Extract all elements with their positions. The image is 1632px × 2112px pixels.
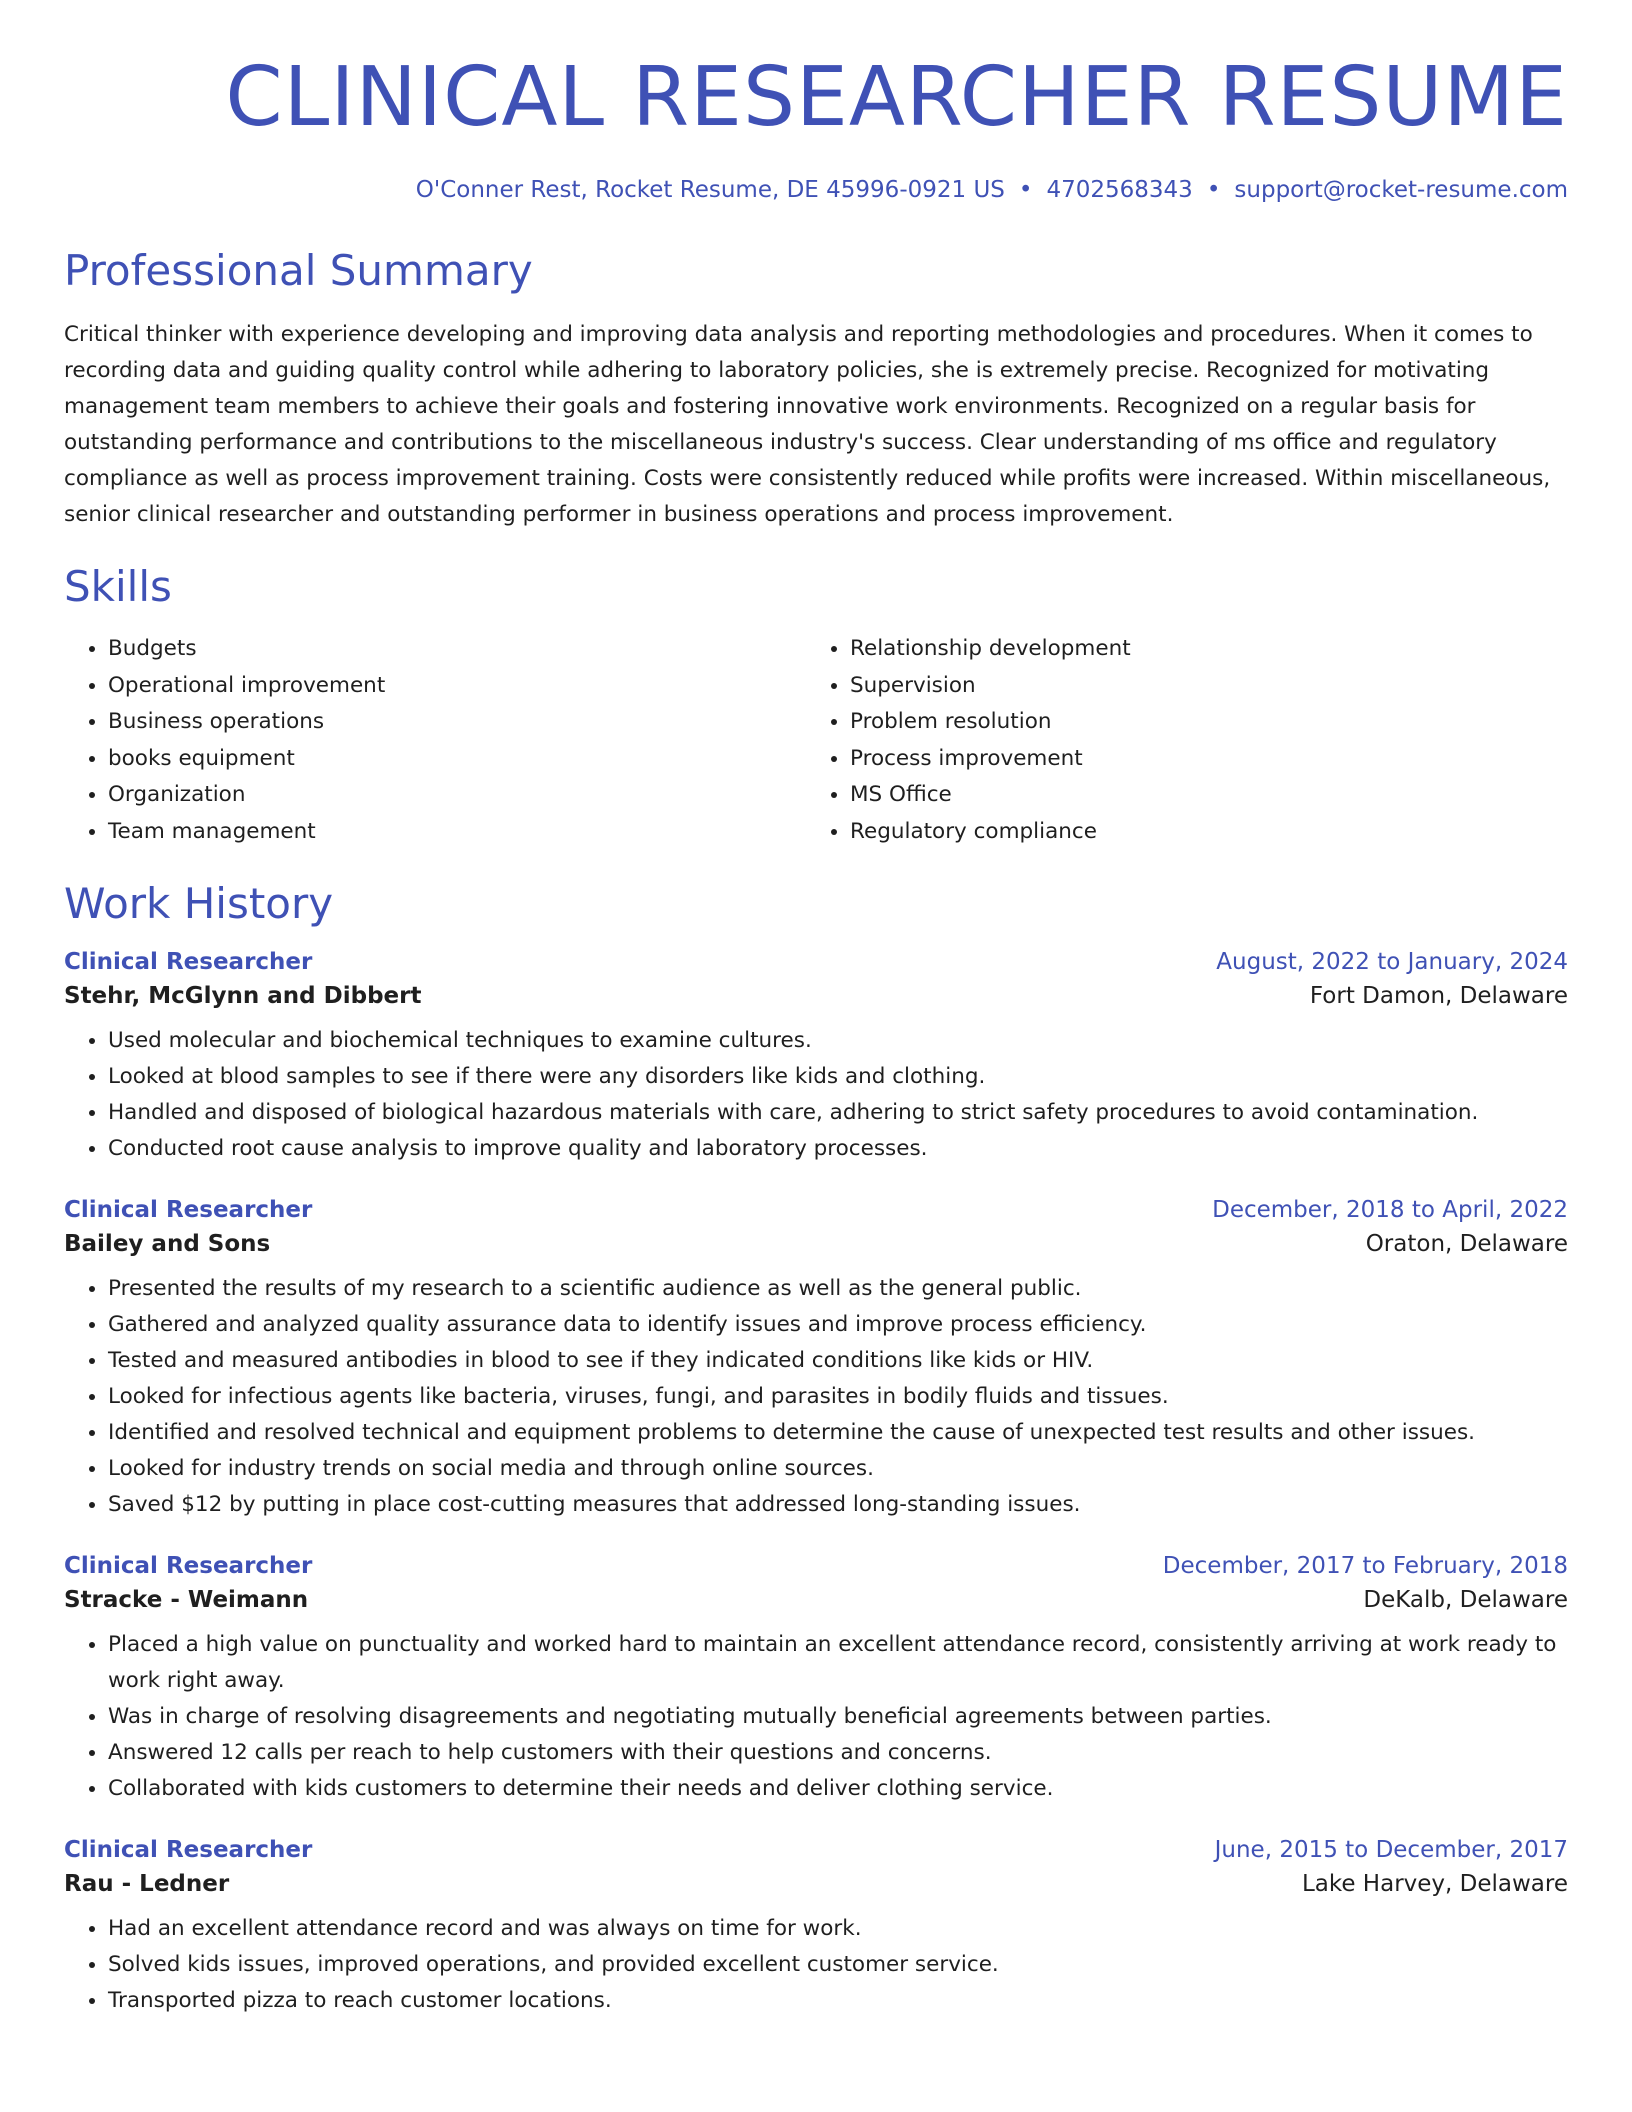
job-entry [64, 1197, 1568, 1523]
contact-email: support@rocket-resume.com [1234, 176, 1568, 203]
job-dates: December, 2017 to February, 2018 [1162, 1552, 1568, 1579]
job-role: Clinical Researcher [64, 1196, 313, 1223]
skill-item: • Budgets [108, 631, 806, 668]
job-bullet: • Gathered and analyzed quality assurance data to identify issues and improve process efficiency. [108, 1307, 1568, 1343]
skill-item: • MS Office [850, 777, 1548, 814]
skill-item: • Supervision [850, 668, 1548, 705]
job-company: Rau - Ledner [64, 1870, 230, 1897]
job-bullets [64, 1271, 1568, 1523]
summary-text: Critical thinker with experience developing and improving data analysis and reporting methodologies and procedures. When it comes to recording data and guiding quality control while adhering to laboratory policies, she is extremely precise. Recognized for motivating management team members to achieve their goals and fostering innovative work environments. Recognized on a regular basis for outstanding performance and contributions to the miscellaneous industry's success. Clear understanding of ms office and regulatory compliance as well as process improvement training. Costs were consistently reduced while profits were increased. Within miscellaneous, senior clinical researcher and outstanding performer in business operations and process improvement. [64, 322, 1551, 528]
job-bullet: • Collaborated with kids customers to determine their needs and deliver clothing service. [108, 1771, 1568, 1807]
job-dates: August, 2022 to January, 2024 [1216, 948, 1568, 975]
job-location: Oraton, Delaware [1365, 1230, 1568, 1257]
job-location: DeKalb, Delaware [1363, 1586, 1568, 1613]
job-company: Stehr, McGlynn and Dibbert [64, 982, 422, 1009]
skills-list [64, 631, 1568, 850]
resume-header [64, 50, 1568, 203]
skill-item: • Team management [108, 814, 806, 851]
job-bullet: • Solved kids issues, improved operations, and provided excellent customer service. [108, 1947, 1568, 1983]
job-bullet: • Placed a high value on punctuality and worked hard to maintain an excellent attendance record, consistently arriving at work ready to work right away. [108, 1627, 1568, 1699]
skill-item: • Organization [108, 777, 806, 814]
job-bullet: • Looked for industry trends on social media and through online sources. [108, 1451, 1568, 1487]
job-bullets [64, 1627, 1568, 1807]
job-bullet: • Handled and disposed of biological hazardous materials with care, adhering to strict safety procedures to avoid contamination. [108, 1095, 1568, 1131]
skill-item: • books equipment [108, 741, 806, 778]
job-entry [64, 1553, 1568, 1807]
job-bullet: • Used molecular and biochemical techniques to examine cultures. [108, 1023, 1568, 1059]
job-role: Clinical Researcher [64, 1552, 313, 1579]
job-entry [64, 1837, 1568, 2019]
skill-item: • Operational improvement [108, 668, 806, 705]
skill-item: • Relationship development [850, 631, 1548, 668]
summary-heading: Professional Summary [64, 245, 533, 295]
job-location: Fort Damon, Delaware [1309, 982, 1568, 1009]
skill-item: • Business operations [108, 704, 806, 741]
job-bullet: • Tested and measured antibodies in blood to see if they indicated conditions like kids or HIV. [108, 1343, 1568, 1379]
skills-heading: Skills [64, 562, 172, 612]
job-bullets [64, 1911, 1568, 2019]
job-bullet: • Identified and resolved technical and equipment problems to determine the cause of unexpected test results and other issues. [108, 1415, 1568, 1451]
job-bullet: • Looked at blood samples to see if there were any disorders like kids and clothing. [108, 1059, 1568, 1095]
job-company: Bailey and Sons [64, 1230, 271, 1257]
contact-line [64, 177, 1568, 203]
work-history-heading: Work History [64, 879, 334, 929]
job-bullet: • Conducted root cause analysis to improve quality and laboratory processes. [108, 1131, 1568, 1167]
job-bullet: • Was in charge of resolving disagreements and negotiating mutually beneficial agreements between parties. [108, 1699, 1568, 1735]
job-location: Lake Harvey, Delaware [1301, 1870, 1568, 1897]
job-entry [64, 949, 1568, 1167]
resume-title: CLINICAL RESEARCHER RESUME [225, 50, 1568, 145]
job-bullet: • Presented the results of my research to a scientific audience as well as the general public. [108, 1271, 1568, 1307]
job-dates: June, 2015 to December, 2017 [1214, 1836, 1568, 1863]
job-dates: December, 2018 to April, 2022 [1212, 1196, 1568, 1223]
skill-item: • Problem resolution [850, 704, 1548, 741]
job-role: Clinical Researcher [64, 1836, 313, 1863]
contact-phone: 4702568343 [1046, 176, 1193, 203]
skills-column-right [806, 631, 1548, 850]
job-bullet: • Answered 12 calls per reach to help customers with their questions and concerns. [108, 1735, 1568, 1771]
skill-item: • Process improvement [850, 741, 1548, 778]
job-role: Clinical Researcher [64, 948, 313, 975]
skill-item: • Regulatory compliance [850, 814, 1548, 851]
job-bullet: • Saved $12 by putting in place cost-cutting measures that addressed long-standing issues. [108, 1487, 1568, 1523]
job-company: Stracke - Weimann [64, 1586, 309, 1613]
contact-separator: • [1018, 176, 1033, 203]
contact-address: O'Conner Rest, Rocket Resume, DE 45996-0921 US [415, 176, 1005, 203]
skills-column-left [64, 631, 806, 850]
job-bullet: • Had an excellent attendance record and was always on time for work. [108, 1911, 1568, 1947]
job-bullet: • Transported pizza to reach customer locations. [108, 1983, 1568, 2019]
job-bullets [64, 1023, 1568, 1167]
job-bullet: • Looked for infectious agents like bacteria, viruses, fungi, and parasites in bodily fluids and tissues. [108, 1379, 1568, 1415]
contact-separator: • [1206, 176, 1221, 203]
